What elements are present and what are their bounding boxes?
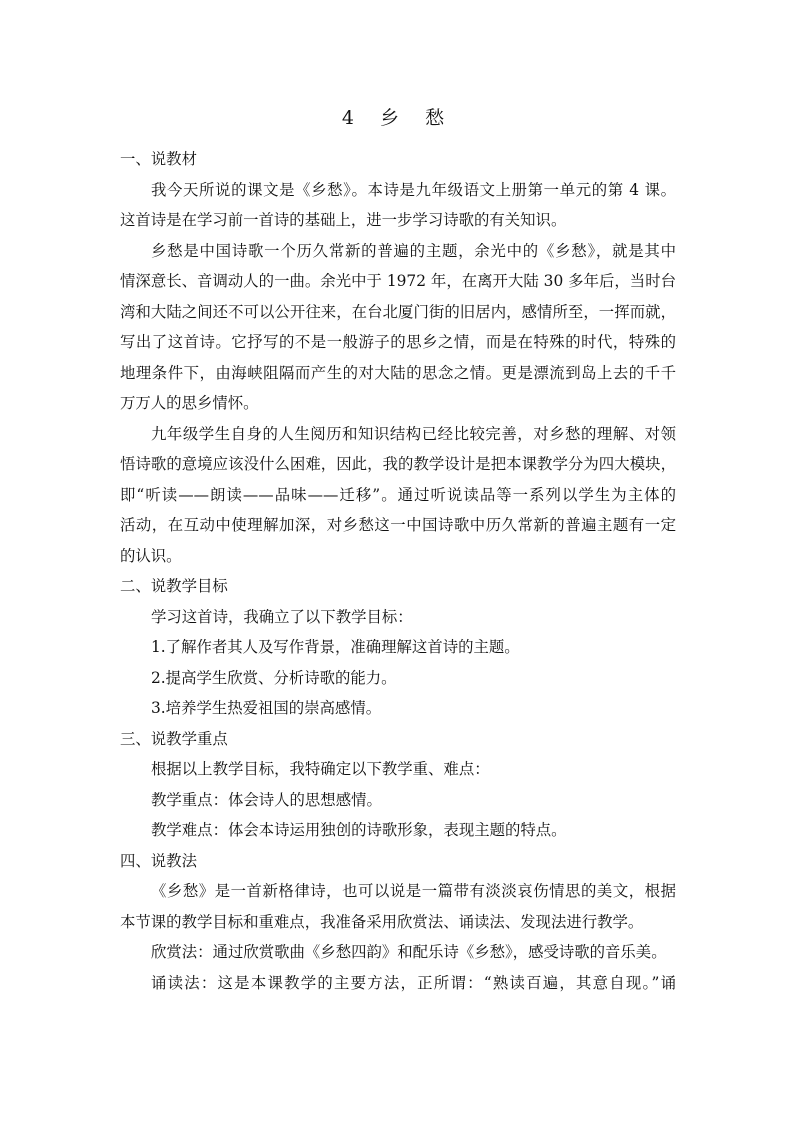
paragraph-line: 情深意长、音调动人的一曲。余光中于 1972 年，在离开大陆 30 多年后，当时台 <box>120 272 676 290</box>
section-heading-teaching-goals: 二、说教学目标 <box>120 577 228 595</box>
paragraph-line: 我今天所说的课文是《乡愁》。本诗是九年级语文上册第一单元的第 4 课。 <box>151 180 676 199</box>
paragraph-line: 这首诗是在学习前一首诗的基础上，进一步学习诗歌的有关知识。 <box>120 211 567 229</box>
paragraph-line: 九年级学生自身的人生阅历和知识结构已经比较完善，对乡愁的理解、对领 <box>151 424 676 443</box>
paragraph-line: 悟诗歌的意境应该没什么困难，因此，我的教学设计是把本课教学分为四大模块， <box>120 455 676 473</box>
paragraph-line: 学习这首诗，我确立了以下教学目标： <box>151 607 413 626</box>
paragraph-line: 本节课的教学目标和重难点，我准备采用欣赏法、诵读法、发现法进行教学。 <box>120 912 644 931</box>
section-heading-teaching-focus: 三、说教学重点 <box>120 729 228 748</box>
section-heading-teaching-method: 四、说教法 <box>120 851 197 870</box>
goal-item: 3.培养学生热爱祖国的崇高感情。 <box>151 699 382 717</box>
paragraph-line: 即“听读——朗读——品味——迁移”。通过听说读品等一系列以学生为主体的 <box>120 485 676 504</box>
paragraph-line: 乡愁是中国诗歌一个历久常新的普遍的主题，余光中的《乡愁》，就是其中 <box>151 241 676 260</box>
paragraph-line: 活动，在互动中使理解加深，对乡愁这一中国诗歌中历久常新的普遍主题有一定 <box>120 516 676 534</box>
paragraph-line: 地理条件下，由海峡阻隔而产生的对大陆的思念之情。更是漂流到岛上去的千千 <box>120 363 676 382</box>
goal-item: 1.了解作者其人及写作背景，准确理解这首诗的主题。 <box>151 638 520 656</box>
paragraph-line: 根据以上教学目标，我特确定以下教学重、难点： <box>151 760 490 778</box>
method-recitation: 诵读法：这是本课教学的主要方法，正所谓：“熟读百遍，其意自现。”诵 <box>151 973 676 992</box>
method-appreciation: 欣赏法：通过欣赏歌曲《乡愁四韵》和配乐诗《乡愁》，感受诗歌的音乐美。 <box>151 943 667 961</box>
paragraph-line: 万万人的思乡情怀。 <box>120 394 259 412</box>
document-body <box>120 144 676 998</box>
teaching-key-point: 教学重点：体会诗人的思想感情。 <box>151 790 382 809</box>
teaching-difficult-point: 教学难点：体会本诗运用独创的诗歌形象，表现主题的特点。 <box>151 821 567 839</box>
paragraph-line: 的认识。 <box>120 546 182 565</box>
goal-item: 2.提高学生欣赏、分析诗歌的能力。 <box>151 668 397 687</box>
section-heading-teaching-material: 一、说教材 <box>120 150 197 168</box>
page-title: 4 乡 愁 <box>341 107 455 129</box>
paragraph-line: 《乡愁》是一首新格律诗，也可以说是一篇带有淡淡哀伤情思的美文，根据 <box>151 882 676 900</box>
paragraph-line: 写出了这首诗。它抒写的不是一般游子的思乡之情，而是在特殊的时代，特殊的 <box>120 333 676 351</box>
paragraph-line: 湾和大陆之间还不可以公开往来，在台北厦门街的旧居内，感情所至，一挥而就， <box>120 302 676 321</box>
